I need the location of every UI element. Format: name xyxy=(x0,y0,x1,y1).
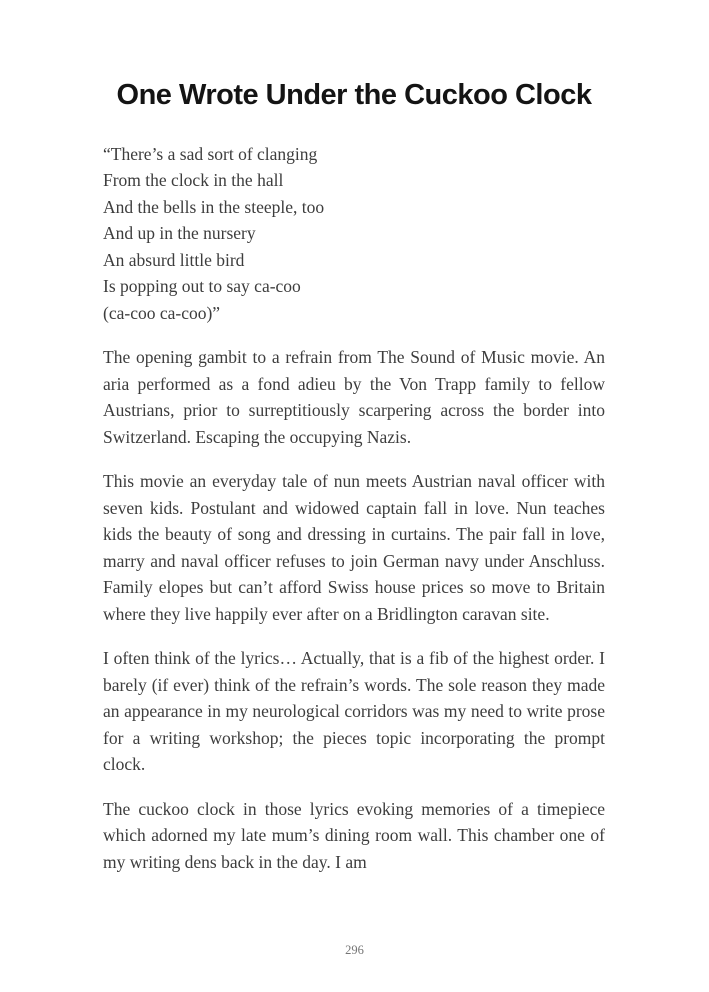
poem-line: (ca-coo ca-coo)” xyxy=(103,302,221,323)
body-paragraph: The opening gambit to a refrain from The Sound of Music movie. An aria performed as a fond adieu by the Von Trapp family to fellow Austrians, prior to surreptitiously scarpering across the border into Switzerland. Escaping the occupying Nazis. xyxy=(103,347,605,447)
poem-block xyxy=(103,141,605,327)
page-number: 296 xyxy=(345,943,364,957)
body-paragraph: The cuckoo clock in those lyrics evoking memories of a timepiece which adorned my late mum’s dining room wall. This chamber one of my writing dens back in the day. I am xyxy=(103,798,605,872)
poem-line: And up in the nursery xyxy=(103,223,256,244)
poem-line: An absurd little bird xyxy=(103,249,245,270)
body-paragraph: I often think of the lyrics… Actually, that is a fib of the highest order. I barely (if ever) think of the refrain’s words. The sole reason they made an appearance in my neurological corridors was my need to write prose for a writing workshop; the pieces topic incorporating the prompt clock. xyxy=(103,648,605,775)
body-paragraph: This movie an everyday tale of nun meets Austrian naval officer with seven kids. Postulant and widowed captain fall in love. Nun teaches kids the beauty of song and dressing in curtains. The pair fall in love, marry and naval officer refuses to join German navy under Anschluss. Family elopes but can’t afford Swiss house prices so move to Britain where they live happily ever after on a Bridlington caravan site. xyxy=(103,471,605,624)
poem-line: From the clock in the hall xyxy=(103,170,284,191)
chapter-title: One Wrote Under the Cuckoo Clock xyxy=(116,79,592,111)
poem-line: “There’s a sad sort of clanging xyxy=(103,143,318,164)
poem-line: Is popping out to say ca-coo xyxy=(103,276,301,297)
poem-line: And the bells in the steeple, too xyxy=(103,196,325,217)
